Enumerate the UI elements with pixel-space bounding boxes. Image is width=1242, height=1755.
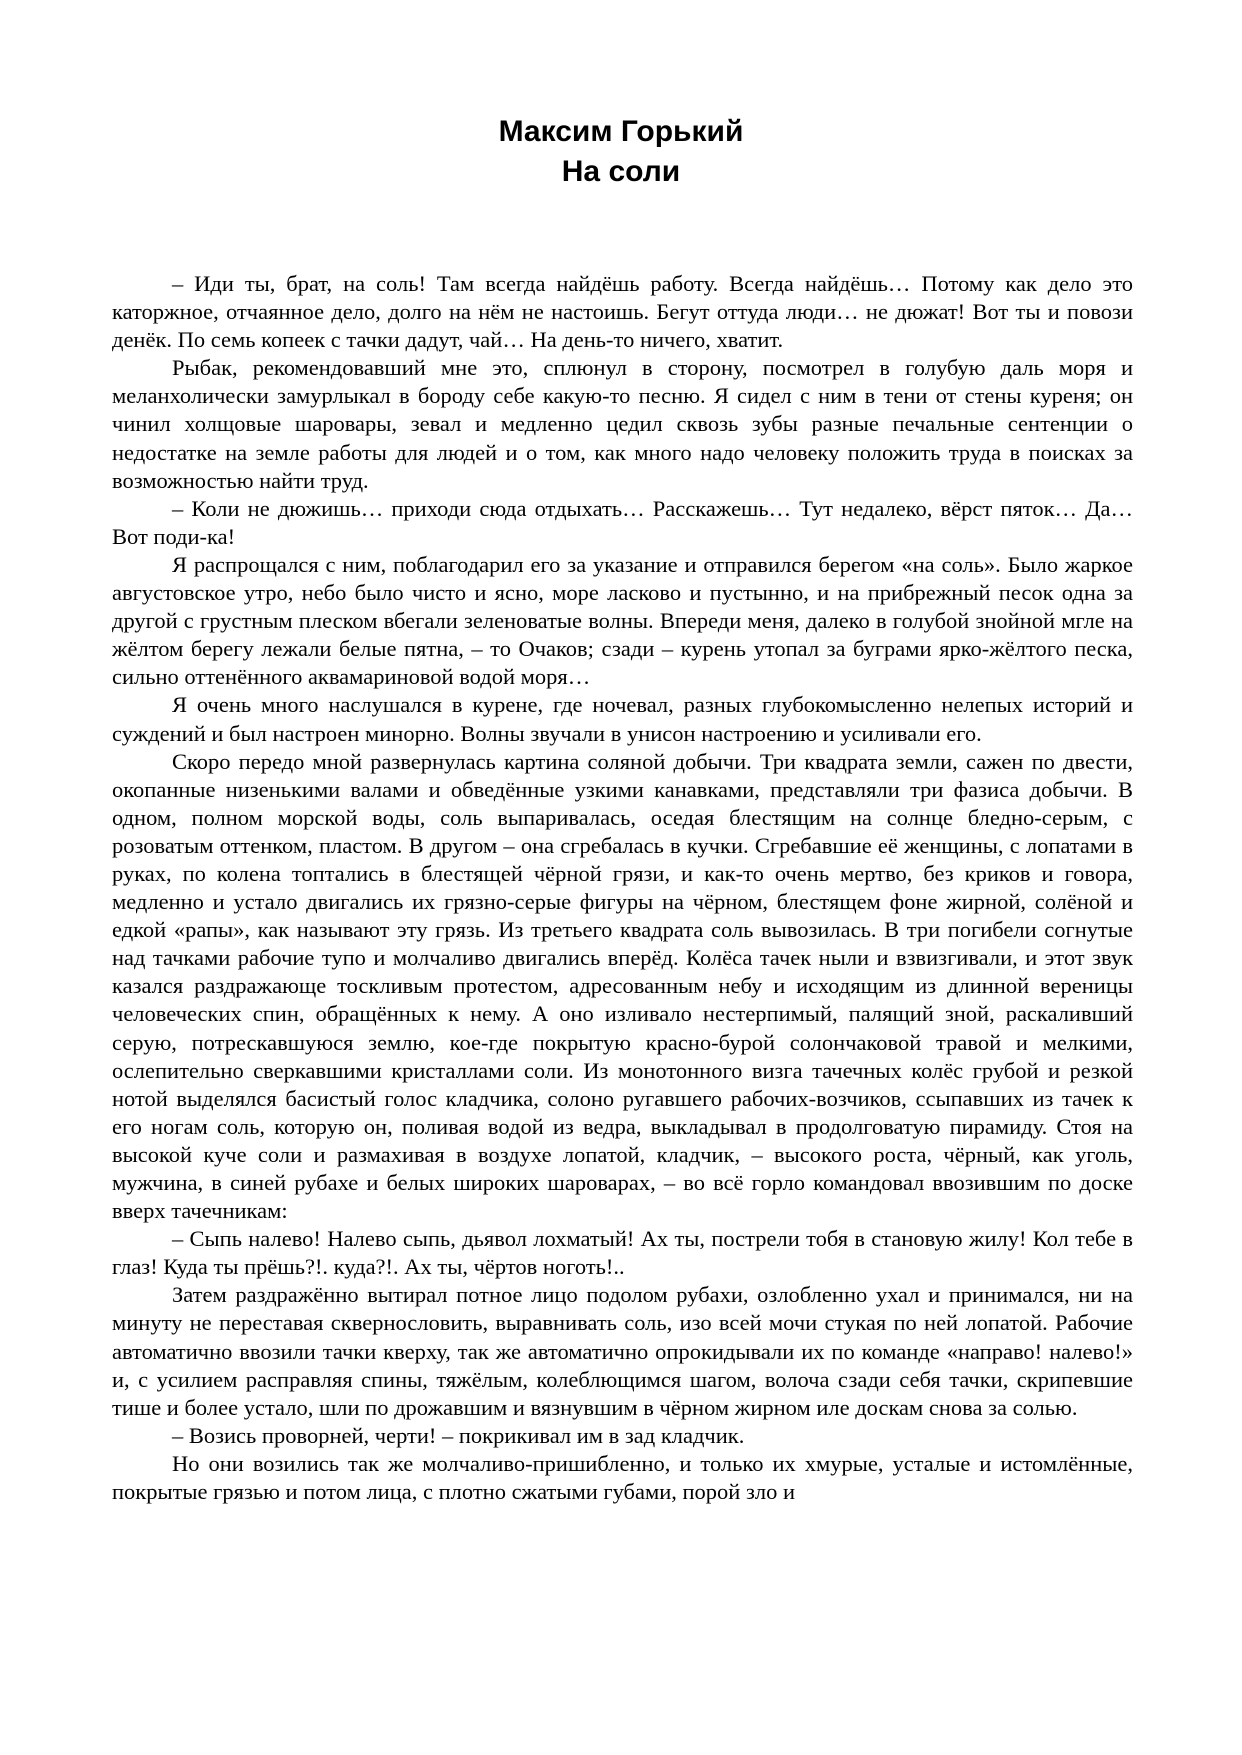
story-title: На соли — [561, 155, 681, 188]
paragraph: Рыбак, рекомендовавший мне это, сплюнул в сторону, посмотрел в голубую даль моря и меланхолически замурлыкал в бороду себе какую-то песню. Я сидел с ним в тени от стены куреня; он чинил холщовые шаровары, зевал и медленно цедил сквозь зубы разные печальные сентенции о недостатке на земле работы для людей и о том, как много надо человеку положить труда в поисках за возможностью найти труд. — [112, 355, 1133, 493]
paragraph: Я распрощался с ним, поблагодарил его за указание и отправился берегом «на соль». Было жаркое августовское утро, небо было чисто и ясно, море ласково и пустынно, и на прибрежный песок одна за другой с грустным плеском вбегали зеленоватые волны. Впереди меня, далеко в голубой знойной мгле на жёлтом берегу лежали белые пятна, – то Очаков; сзади – курень утопал за буграми ярко-жёлтого песка, сильно оттенённого аквамариновой водой моря… — [112, 551, 1133, 690]
paragraph: Скоро передо мной развернулась картина соляной добычи. Три квадрата земли, сажен по двести, окопанные низенькими валами и обведённые узкими канавками, представляли три фазиса добычи. В одном, полном морской воды, соль выпаривалась, оседая блестящим на солнце бледно-серым, с розоватым оттенком, пластом. В другом – она сгребалась в кучки. Сгребавшие её женщины, с лопатами в руках, по колена топтались в блестящей чёрной грязи, и как-то очень мертво, без криков и говора, медленно и устало двигались их грязно-серые фигуры на чёрном, блестящем фоне жирной, солёной и едкой «рапы», как называют эту грязь. Из третьего квадрата соль вывозилась. В три погибели согнутые над тачками рабочие тупо и молчаливо двигались вперёд. Колёса тачек ныли и взвизгивали, и этот звук казался раздражающе тоскливым протестом, адресованным небу и исходящим из длинной вереницы человеческих спин, обращённых к нему. А оно изливало нестерпимый, палящий зной, раскаливший серую, потрескавшуюся землю, кое-где покрытую красно-бурой солончаковой травой и мелкими, ослепительно сверкавшими кристаллами соли. Из монотонного визга тачечных колёс грубой и резкой нотой выделялся басистый голос кладчика, солоно ругавшего рабочих-возчиков, ссыпавших из тачек к его ногам соль, которую он, поливая водой из ведра, выкладывал в продолговатую пирамиду. Стоя на высокой куче соли и размахивая в воздухе лопатой, кладчик, – высокого роста, чёрный, как уголь, мужчина, в синей рубахе и белых широких шароварах, – во всё горло командовал ввозившим по доске вверх тачечникам: — [112, 748, 1133, 1224]
paragraph: Затем раздражённо вытирал потное лицо подолом рубахи, озлобленно ухал и принимался, ни на минуту не переставая сквернословить, выравнивать соль, изо всей мочи стукая по ней лопатой. Рабочие автоматично ввозили тачки кверху, так же автоматично опрокидывали их по команде «направо! налево!» и, с усилием расправляя спины, тяжёлым, колеблющимся шагом, волоча сзади себя тачки, скрипевшие тише и более устало, шли по дрожавшим и вязнувшим в чёрном жирном иле доскам снова за солью. — [112, 1282, 1133, 1420]
paragraph: Но они возились так же молчаливо-пришибленно, и только их хмурые, усталые и истомлённые, покрытые грязью и потом лица, с плотно сжатыми губами, порой зло и — [112, 1450, 1133, 1505]
story-text — [112, 270, 1133, 1506]
paragraph: – Сыпь налево! Налево сыпь, дьявол лохматый! Ах ты, пострели тобя в становую жилу! Кол тебе в глаз! Куда ты прёшь?!. куда?!. Ах ты, чёртов ноготь!.. — [112, 1226, 1133, 1280]
author-name: Максим Горький — [498, 115, 744, 148]
paragraph: Я очень много наслушался в курене, где ночевал, разных глубокомысленно нелепых историй и суждений и был настроен минорно. Волны звучали в унисон настроению и усиливали его. — [112, 692, 1133, 746]
paragraph: – Иди ты, брат, на соль! Там всегда найдёшь работу. Всегда найдёшь… Потому как дело это каторжное, отчаянное дело, долго на нём не настоишь. Бегут оттуда люди… не дюжат! Вот ты и повози денёк. По семь копеек с тачки дадут, чай… На день-то ничего, хватит. — [112, 271, 1133, 353]
title-block — [0, 112, 1242, 192]
paragraph: – Коли не дюжишь… приходи сюда отдыхать… Расскажешь… Тут недалеко, вёрст пяток… Да… Вот поди-ка! — [112, 495, 1133, 549]
paragraph: – Возись проворней, черти! – покрикивал им в зад кладчик. — [172, 1422, 745, 1448]
